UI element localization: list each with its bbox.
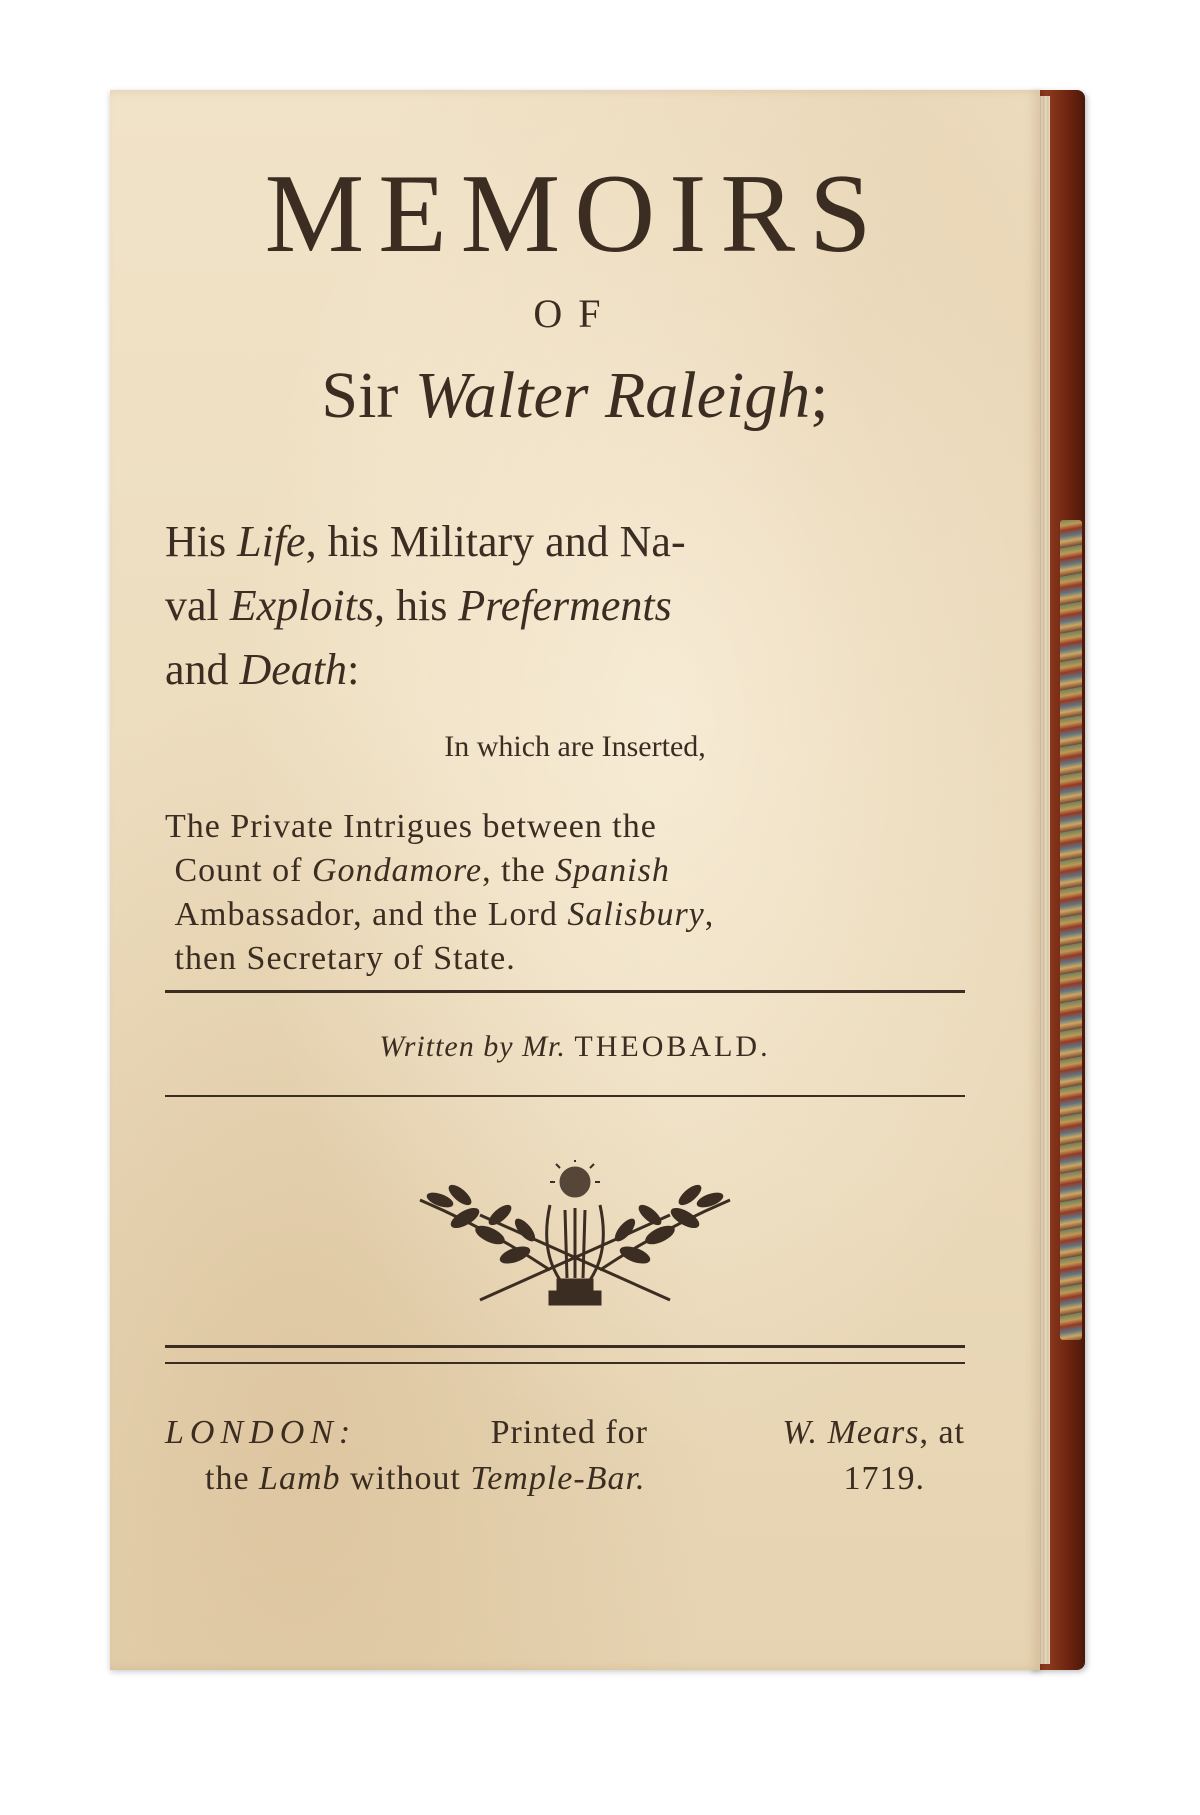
desc1-text: val (165, 581, 219, 630)
desc1-italic: Exploits (229, 581, 374, 630)
imprint-block (165, 1410, 965, 1502)
imprint-text: without (350, 1460, 461, 1497)
imprint-text: the (205, 1460, 250, 1497)
subject-suffix: ; (810, 359, 829, 432)
subject-prefix: Sir (321, 359, 399, 432)
intrigues-block (165, 805, 965, 981)
desc2-line (165, 937, 965, 981)
imprint-line (205, 1456, 925, 1502)
desc2-text: , the (482, 852, 546, 889)
desc1-italic: Death (239, 645, 348, 694)
author-line (110, 1030, 1040, 1064)
book-title: MEMOIRS (264, 152, 886, 276)
imprint-text: Printed for (490, 1414, 648, 1451)
subject-line (110, 358, 1040, 434)
desc1-italic: Life (237, 517, 306, 566)
description-block (165, 510, 965, 702)
rule-author-bottom (165, 1095, 965, 1097)
imprint-sign: Lamb (259, 1460, 341, 1497)
desc2-italic: Gondamore (311, 852, 483, 889)
subject-name: Walter Raleigh (414, 359, 811, 432)
desc1-text: and (165, 645, 229, 694)
desc1-line (165, 510, 965, 574)
title-of: OF (533, 291, 617, 336)
imprint-printer: W. Mears (782, 1414, 920, 1451)
inserted-heading: In which are Inserted, (444, 730, 706, 763)
title-page (110, 90, 1040, 1670)
desc2-line: The Private Intrigues between the (165, 808, 657, 845)
imprint-year: 1719. (843, 1460, 925, 1497)
desc2-line (165, 893, 965, 937)
rule-imprint-top-2 (165, 1362, 965, 1364)
desc1-text: : (347, 645, 360, 694)
desc1-line (165, 638, 965, 702)
marbled-edge (1060, 520, 1082, 1340)
desc2-text: , (704, 896, 715, 933)
author-name: THEOBALD. (574, 1030, 771, 1063)
desc1-text: , his Military and Na- (305, 517, 686, 566)
desc2-line (165, 849, 965, 893)
imprint-text: , at (919, 1414, 965, 1451)
desc1-text: His (165, 517, 227, 566)
rule-top (165, 990, 965, 993)
desc2-text: Ambassador, and the Lord (174, 896, 558, 933)
lyre-ornament-icon (410, 1160, 740, 1320)
imprint-city: LONDON: (165, 1414, 357, 1451)
imprint-line (165, 1410, 965, 1456)
desc1-italic: Preferments (458, 581, 672, 630)
desc2-italic: Spanish (555, 852, 670, 889)
desc1-text: , his (373, 581, 448, 630)
rule-imprint-top-1 (165, 1345, 965, 1348)
desc1-line (165, 574, 965, 638)
imprint-place: Temple-Bar. (470, 1460, 646, 1497)
desc2-text: then Secretary of State. (174, 940, 516, 977)
desc2-text: Count of (174, 852, 303, 889)
author-prefix: Written by Mr. (379, 1030, 566, 1063)
desc2-italic: Salisbury (567, 896, 705, 933)
